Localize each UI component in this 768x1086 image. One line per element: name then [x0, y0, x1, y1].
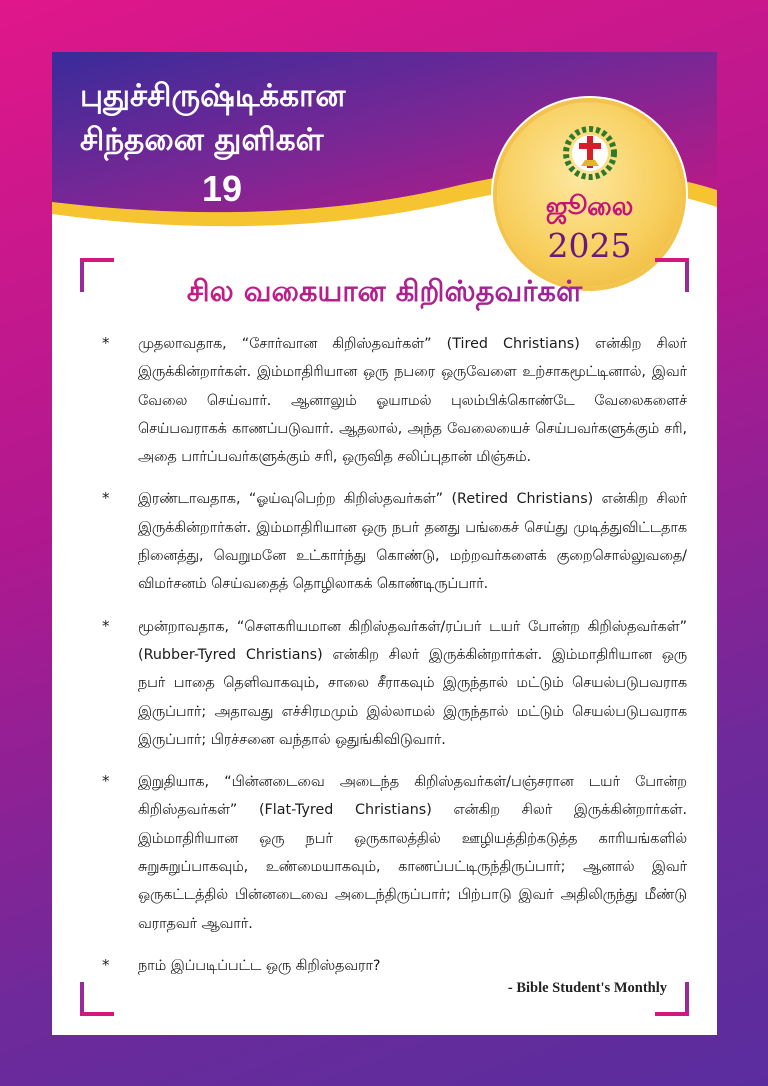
article-items	[102, 330, 687, 994]
bullet-star-icon: *	[102, 489, 110, 508]
item-text: முதலாவதாக, “சோர்வான கிறிஸ்தவர்கள்” (Tired Christians) என்கிற சிலர் இருக்கின்றார்கள். இம்மாதிரியான ஒரு நபரை ஒருவேளை உற்சாகமூட்டினால், இவர் வேலை செய்வார். ஆனாலும் ஓயாமல் புலம்பிக்கொண்டே வேலைகளைச் செய்பவராகக் காணப்படுவார். ஆதலால், அந்த வேலையைச் செய்பவர்களுக்கும் சரி, அதை பார்ப்பவர்களுக்கும் சரி, ஒருவித சலிப்புதான் மிஞ்சும்.	[138, 336, 687, 466]
title-line-2: சிந்தனை துளிகள்	[80, 122, 324, 158]
cross-wreath-emblem-icon	[559, 122, 621, 184]
title-line-1: புதுச்சிருஷ்டிக்கான	[80, 78, 346, 114]
header-title	[80, 74, 440, 162]
article-heading: சில வகையான கிறிஸ்தவர்கள்	[52, 274, 717, 312]
source-credit: - Bible Student's Monthly	[507, 980, 667, 996]
list-item	[102, 613, 687, 754]
year-label: 2025	[547, 226, 632, 265]
bullet-star-icon: *	[102, 334, 110, 352]
page-card	[52, 52, 717, 1035]
month-label: ஜூலை	[545, 192, 634, 222]
item-text: இரண்டாவதாக, “ஓய்வுபெற்ற கிறிஸ்தவர்கள்” (Retired Christians) என்கிற சிலர் இருக்கின்றார்கள். இம்மாதிரியான ஒரு நபர் தனது பங்கைச் செய்து முடித்துவிட்டதாக நினைத்து, வெறுமனே உட்கார்ந்து கொண்டு, மற்றவர்களைக் குறைசொல்லுவதை/ விமர்சனம் செய்வதைத் தொழிலாகக் கொண்டிருப்பார்.	[138, 491, 687, 593]
list-item	[102, 330, 687, 471]
bullet-star-icon: *	[102, 616, 110, 635]
list-item	[102, 768, 687, 938]
item-text: இறுதியாக, “பின்னடைவை அடைந்த கிறிஸ்தவர்கள்/பஞ்சரான டயர் போன்ற கிறிஸ்தவர்கள்” (Flat-Tyred Christians) என்கிற சிலர் இருக்கின்றார்கள். இம்மாதிரியான ஒரு நபர் ஒருகாலத்தில் ஊழியத்திற்கடுத்த காரியங்களில் சுறுசுறுப்பாகவும், உண்மையாகவும், காணப்பட்டிருந்திருப்பார்; ஆனால் இவர் ஒருகட்டத்தில் பின்னடைவை அடைந்திருப்பார்; பிற்பாடு இவர் அதிலிருந்து மீண்டு வராதவர் ஆவார்.	[138, 774, 687, 932]
list-item	[102, 952, 687, 980]
bullet-star-icon: *	[102, 955, 110, 974]
list-item	[102, 485, 687, 598]
item-text: மூன்றாவதாக, “சௌகரியமான கிறிஸ்தவர்கள்/ரப்பர் டயர் போன்ற கிறிஸ்தவர்கள்” (Rubber-Tyred Christians) என்கிற சிலர் இருக்கின்றார்கள். இம்மாதிரியான ஒரு நபர் பாதை தெளிவாகவும், சாலை சீராகவும் இருந்தால் மட்டும் செயல்படுபவராக இருப்பார்; அதாவது எச்சிரமமும் இல்லாமல் இருந்தால் மட்டும் செயல்படுபவராக இருப்பார்; பிரச்சனை வந்தால் ஒதுங்கிவிடுவார்.	[138, 618, 687, 748]
bullet-star-icon: *	[102, 772, 110, 791]
item-text: நாம் இப்படிப்பட்ட ஒரு கிறிஸ்தவரா?	[138, 957, 381, 974]
issue-number: 19	[202, 168, 243, 209]
